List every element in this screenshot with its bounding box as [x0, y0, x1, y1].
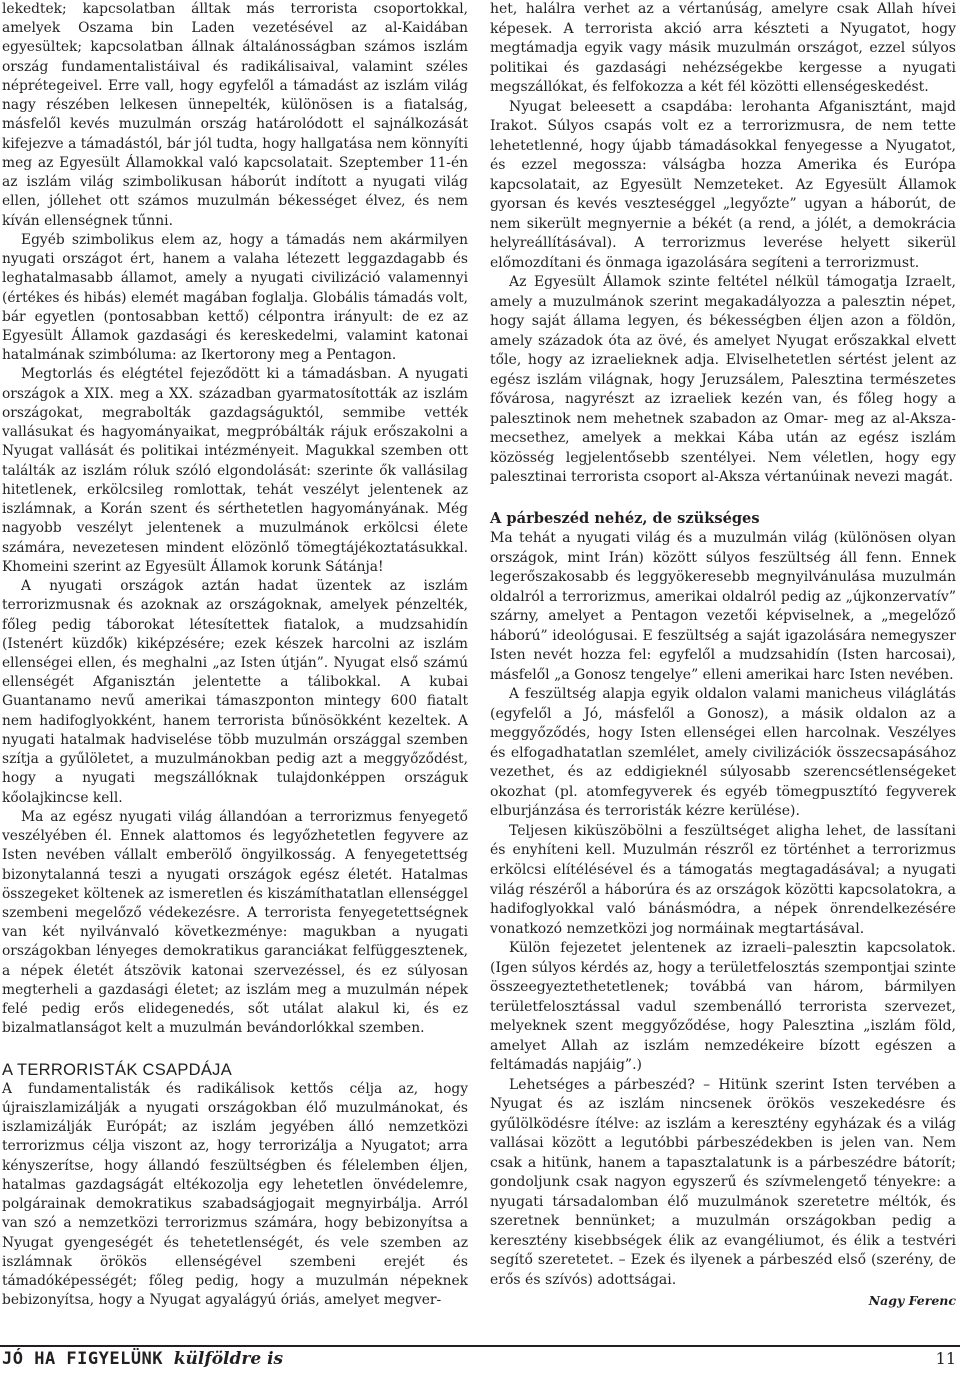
footer-divider: [0, 1345, 960, 1347]
paragraph: Megtorlás és elégtétel fejeződött ki a támadásban. A nyugati országok a XIX. meg a XX. században gyarmatosították az iszlám országokat, megrabolták gazdagságuktól, semmibe vették vallásukat és hagyományaikat, megpróbálták rájuk erőszakolni a Nyugat vallását és politikai intézményeit. Magukkal szemben ott találták az iszlám róluk szóló elgondolását: szerinte ők vallásilag hitetlenek, erkölcsileg romlottak, tehát veszélyt jelentenek az iszlámnak, a Korán szent és sérthetetlen hagyományának. Még nagyobb veszélyt jelentenek a muzulmánok erkölcsi élete számára, nevezetesen mindent elözönlő tömegtájékoztatásukkal. Khomeini szerint az Egyesült Államok korunk Sátánja!: [2, 366, 468, 575]
author-signature: Nagy Ferenc: [868, 1293, 956, 1309]
paragraph: het, halálra verhet az a vértanúság, amelyre csak Allah hívei képesek. A terrorista akció arra készteti a Nyugatot, hogy megtámadja egyik vagy másik muzulmán országot, ezzel súlyos politikai és gazdasági nehézségekbe kergesse a nyugati megszállókat, és felfokozza a két fél közötti ellenségeskedést.: [490, 1, 956, 96]
paragraph: A fundamentalisták és radikálisok kettős célja az, hogy újraiszlamizálják a nyugati országokban élő muzulmánokat, és iszlamizálják Európát; az iszlám jegyében álló nemzetközi terrorizmus célja viszont az, hogy terrorizálja a Nyugatot; arra kényszerítse, hogy állandó feszültségben és félelemben éljen, hatalmas gazdagságát eltékozolja egy lehetetlen önvédelemre, polgárainak demokratikus szabadságjogait megnyirbálja. Arról van szó a nemzetközi terrorizmus számára, hogy bebizonyítsa a Nyugat gyengeségét és tehetetlenségét, és vele szemben az iszlámnak örökös ellenségével szembeni erejét és támadóképességét; főleg pedig, hogy a muzulmán népeknek bebizonyítsa, hogy a Nyugat agyalágyú óriás, amelyet megver-: [2, 1080, 468, 1309]
paragraph: Lehetséges a párbeszéd? – Hitünk szerint Isten tervében a Nyugat és az iszlám nincsenek örökös veszekedésre és gyűlölködésre ítélve: az iszlám a keresztény egyházak és a világ vallásai között a legutóbbi párbeszédekben is jelen van. Nem csak a hitünk, hanem a tapasztalatunk is a párbeszédre bátorít; gondoljunk csak nagyon egyszerű és szívmelengető tényekre: a nyugati társadalomban élő muzulmánok szeretetre méltók, és szeretnek bennünket; a muzulmán országokban pedig a keresztény kisebbségek élik az evangéliumot, és élik a testvéri segítő szeretetet. – Ezek és ilyenek a párbeszéd első (szerény, de erős és szívós) adottságai.: [490, 1076, 956, 1288]
paragraph: Külön fejezetet jelentenek az izraeli–palesztin kapcsolatok. (Igen súlyos kérdés az, hogy a területfelosztás szempontjai szinte összeegyeztethetetlenek; továbbá van három, bármilyen területfelosztással vadul szembenálló terrorista szervezet, melyeknek szent meggyőződése, hogy Palesztina „iszlám föld, amelyet Allah az iszlám nemzedékeire bízott egészen a feltámadás napjáig”.): [490, 940, 956, 1074]
paragraph: lekedtek; kapcsolatban álltak más terrorista csoportokkal, amelyek Oszama bin Laden vezetésével az al-Kaidában egyesültek; kapcsolatban állnak általánosságban számos iszlám ország fundamentalistáival és radikálisaival, valamint széles néprétegeivel. Erre vall, hogy egyfelől a támadást az iszlám világ nagy részében lelkesen ünnepelték, különösen is a fiatalság, másfelől kevés muzulmán ország határolódott el sajnálkozását kifejezve a támadástól, bár jól tudta, hogy hallgatása nem könnyíti meg az Egyesült Államokkal való kapcsolatait. Szeptember 11-én az iszlám világ szimbolikusan háborút indított a nyugati világ ellen, jóllehet ott számos muzulmán békességet élvez, és nem kíván ellenségnek tűnni.: [2, 1, 468, 229]
section-heading: A TERRORISTÁK CSAPDÁJA: [2, 1060, 233, 1079]
paragraph: Ma tehát a nyugati világ és a muzulmán világ (különösen olyan országok, mint Irán) között súlyos feszültség áll fenn. Ennek legerőszakosabb és leggyökeresebb megnyilvánulása muzulmán oldalról a terrorizmus, amerikai oldalról pedig az „újkonzervatív” szárny, amelyet a Pentagon vezetői képviselnek, a „megelőző háború” ideológusai. E feszültség a saját igazolására nemegyszer Isten nevét hozza fel: egyfelől a mudzsahidín (Isten harcosai), másfelől „a Gonosz tengelye” elleni amerikai harc Isten nevében.: [490, 530, 956, 683]
page-number: 11: [935, 1349, 956, 1368]
right-column: [490, 0, 956, 1310]
paragraph: A nyugati országok aztán hadat üzentek az iszlám terrorizmusnak és azoknak az országoknak, amelyek pénzelték, főleg pedig táborokat létesítettek fiatalok, a mudzsahidín (Istenért küzdők) kiképzésére; ezek készek harcolni az iszlám ellenségei ellen, és meghalni „az Isten útján”. Nyugat első számú ellenségét Afganisztán jelentette a tálibokkal. A kubai Guantanamo nevű amerikai támaszponton mintegy 600 fiatalt nem hadifoglyokként, hanem terrorista bűnösökként kezeltek. A nyugati hatalmak hadviselése több muzulmán országgal szemben szítja a gyűlöletet, a muzulmánokban pedig azt a meggyőződést, hogy a nyugati megszállóknak tulajdonképpen országuk kőolajkincse kell.: [2, 578, 468, 806]
paragraph: Nyugat beleesett a csapdába: lerohanta Afganisztánt, majd Irakot. Súlyos csapás volt ez a terrorizmusra, de nem tette lehetetlenné, hogy újabb támadásokkal fenyegesse a Nyugatot, és ezzel megossza: válságba hozza Amerika és Európa kapcsolatait, az Egyesült Nemzeteket. Az Egyesült Államok gyorsan és kevés veszteséggel „legyőzte” ugyan a háborút, de nem sikerült megnyernie a békét (a rend, a jólét, a demokrácia helyreállításával). A terrorizmus leverése helyett sikerül előmozdítani és önmaga igazolására segíteni a terrorizmust.: [490, 98, 956, 271]
left-column: [2, 0, 468, 1310]
paragraph: Egyéb szimbolikus elem az, hogy a támadás nem akármilyen nyugati országot ért, hanem a valaha létezett leggazdagabb és leghatalmasabb államot, amely a nyugati civilizáció valamennyi (értékes és hibás) elemét magában foglalja. Globális támadás volt, bár egyetlen (pontosabban kettő) célpontra irányult: de ez az Egyesült Államok gazdasági és kereskedelmi, valamint katonai hatalmának szimbóluma: az Ikertorony meg a Pentagon.: [2, 231, 468, 364]
paragraph: A feszültség alapja egyik oldalon valami manicheus világlátás (egyfelől a Jó, másfelől a Gonosz), a másik oldalon az a meggyőződés, hogy Isten ellenségei ellen harcolnak. Veszélyes és elfogadhatatlan szemlélet, amely civilizációk összecsapásához vezethet, és az eddigieknél súlyosabb szerencsétlenségeket okozhat (pl. atomfegyverek és egyéb tömegpusztító fegyverek elburjánzása és terroristák kézre kerülése).: [490, 686, 956, 820]
publication-name: JÓ HA FIGYELÜNK: [2, 1349, 164, 1369]
paragraph: Ma az egész nyugati világ állandóan a terrorizmus fenyegető veszélyében él. Ennek alattomos és legyőzhetetlen fegyvere az Isten nevében vállalt emberölő öngyilkosság. A fenyegetettség bizonytalanná teszi a nyugati országok egész életét. Hatalmas összegeket költenek az ismeretlen és kiszámíthatatlan ellenséggel szembeni megelőző védekezésre. A terrorista fenyegetettségnek van két nyilvánvaló következménye: magukban a nyugati országokban lényeges demokratikus garanciákat felfüggesztenek, a népek életét átszövik katonai szervezéssel, és ez súlyosan megterheli a gazdasági életet; az iszlám meg a muzulmán népek felé pedig erős elidegenedés, sőt utálat alakul ki, és ez bizalmatlanságot kelt a muzulmán bevándorlókkal szemben.: [2, 808, 468, 1037]
paragraph: Az Egyesült Államok szinte feltétel nélkül támogatja Izraelt, amely a muzulmánok szerint megakadályozza a palesztin népet, hogy saját állama legyen, és békességben éljen azon a földön, amely századok óta az övé, és amelyet Nyugat erőszakkal elvett tőle, hogy az izraelieknek adja. Elviselhetetlen sértést jelent az egész iszlám világnak, hogy Jeruzsálem, Palesztina természetes fővárosa, nagyrészt az izraeliek kezén van, és főleg hogy a palesztinok nem mehetnek szabadon az Omar- meg az al-Aksza-mecsethez, amelyek a mekkai Kába után az egész iszlám közösség legjelentősebb szentélyei. Nem véletlen, hogy egy palesztinai terrorista csoport al-Aksza vértanúinak nevezi magát.: [490, 274, 956, 486]
publication-footer: [2, 1348, 283, 1370]
section-name: külföldre is: [173, 1349, 284, 1369]
section-heading: A párbeszéd nehéz, de szükséges: [490, 509, 760, 527]
paragraph: Teljesen kiküszöbölni a feszültséget aligha lehet, de lassítani és enyhíteni kell. Muzulmán részről ez történhet a terrorizmus erkölcsi elítélésével és a támogatás megtagadásával; a nyugati világ részéről a háborúra és az országok közötti kapcsolatokra, a hadifoglyokkal való bánásmódra, a népek önrendelkezésére vonatkozó nemzetközi jog normáinak megtartásával.: [490, 822, 956, 937]
